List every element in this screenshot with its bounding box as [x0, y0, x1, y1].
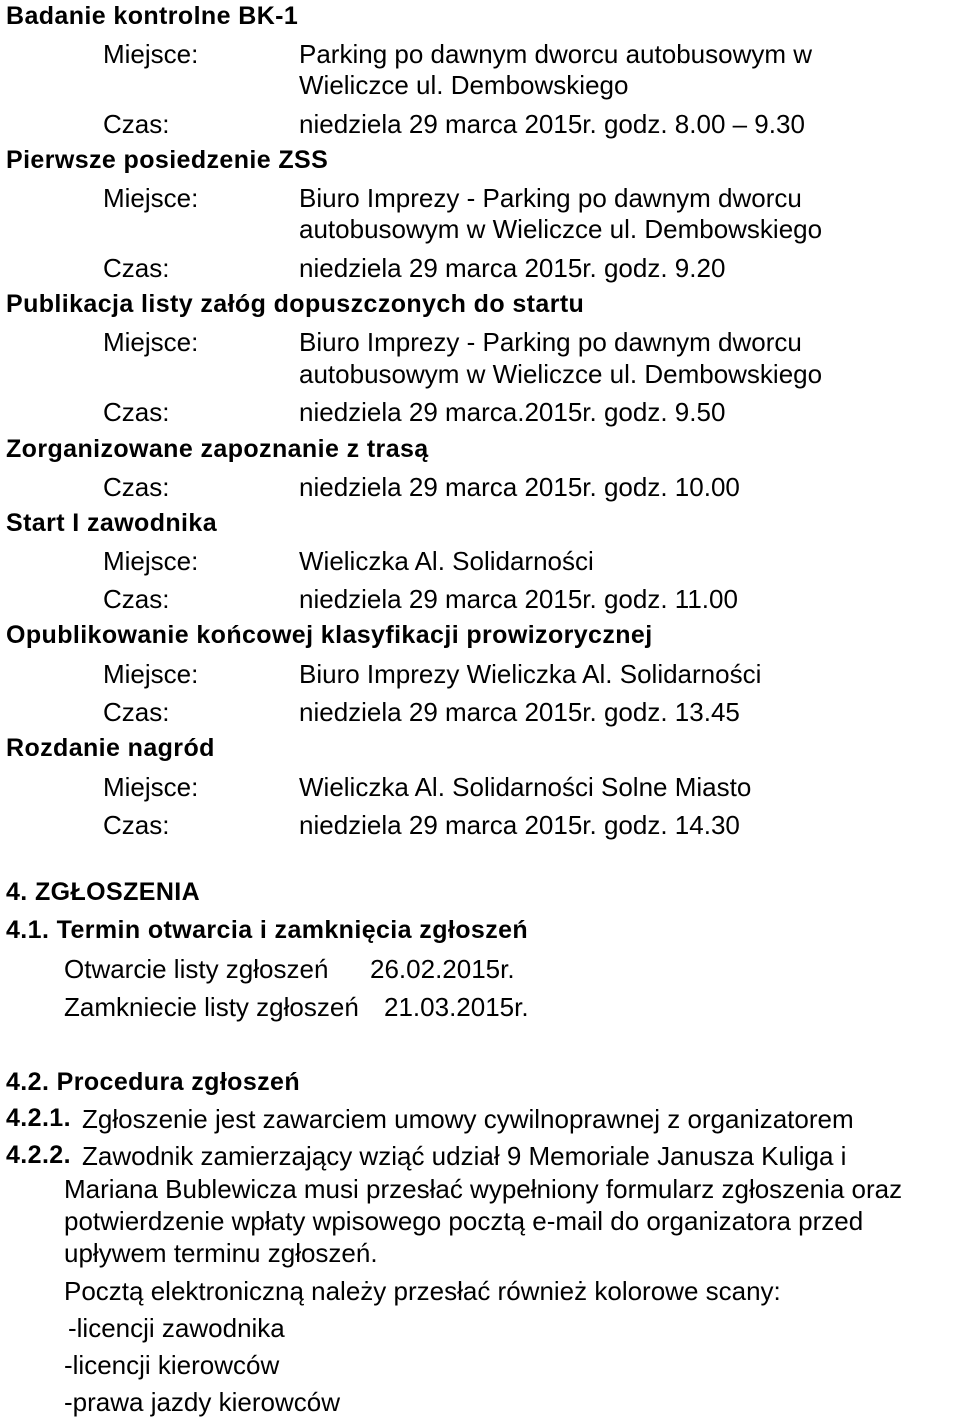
paragraph-text: Zawodnik zamierzający wziąć udział 9 Memoriale Janusza Kuliga i — [82, 1141, 847, 1171]
paragraph-number: 4.2.1. — [6, 1104, 71, 1132]
time-label: Czas: — [103, 697, 170, 727]
paragraph-number: 4.2.2. — [6, 1141, 71, 1169]
event-title: Opublikowanie końcowej klasyfikacji prowizorycznej — [6, 621, 653, 649]
place-label: Miejsce: — [103, 39, 199, 69]
event-title: Zorganizowane zapoznanie z trasą — [6, 435, 429, 463]
time-value: niedziela 29 marca 2015r. godz. 13.45 — [299, 697, 740, 727]
event-title: Start I zawodnika — [6, 509, 218, 537]
place-value: Parking po dawnym dworcu autobusowym w — [299, 39, 813, 69]
open-date: 26.02.2015r. — [370, 954, 515, 984]
event-title: Rozdanie nagród — [6, 734, 215, 762]
list-item: -licencji kierowców — [64, 1350, 280, 1380]
place-value: autobusowym w Wieliczce ul. Dembowskiego — [299, 214, 823, 244]
close-label: Zamkniecie listy zgłoszeń — [64, 992, 359, 1022]
time-value: niedziela 29 marca 2015r. godz. 11.00 — [299, 584, 738, 614]
paragraph-text: upływem terminu zgłoszeń. — [64, 1238, 378, 1268]
event-title: Badanie kontrolne BK-1 — [6, 2, 299, 30]
time-value: niedziela 29 marca 2015r. godz. 9.20 — [299, 253, 726, 283]
paragraph-text: Mariana Bublewicza musi przesłać wypełniony formularz zgłoszenia oraz — [64, 1174, 903, 1204]
time-label: Czas: — [103, 109, 170, 139]
subsection-heading: 4.1. Termin otwarcia i zamknięcia zgłoszeń — [6, 916, 529, 944]
time-label: Czas: — [103, 253, 170, 283]
place-value: Biuro Imprezy Wieliczka Al. Solidarności — [299, 659, 762, 689]
event-title: Pierwsze posiedzenie ZSS — [6, 146, 329, 174]
place-label: Miejsce: — [103, 659, 199, 689]
time-label: Czas: — [103, 472, 170, 502]
place-value: autobusowym w Wieliczce ul. Dembowskiego — [299, 359, 823, 389]
place-value: Wieliczce ul. Dembowskiego — [299, 70, 629, 100]
time-value: niedziela 29 marca 2015r. godz. 14.30 — [299, 810, 740, 840]
place-label: Miejsce: — [103, 772, 199, 802]
event-title: Publikacja listy załóg dopuszczonych do startu — [6, 290, 585, 318]
paragraph-text: potwierdzenie wpłaty wpisowego pocztą e-mail do organizatora przed — [64, 1206, 864, 1236]
place-value: Wieliczka Al. Solidarności Solne Miasto — [299, 772, 752, 802]
time-label: Czas: — [103, 810, 170, 840]
time-value: niedziela 29 marca.2015r. godz. 9.50 — [299, 397, 726, 427]
place-value: Biuro Imprezy - Parking po dawnym dworcu — [299, 327, 802, 357]
list-item: -prawa jazdy kierowców — [64, 1387, 340, 1417]
subsection-heading: 4.2. Procedura zgłoszeń — [6, 1068, 301, 1096]
time-value: niedziela 29 marca 2015r. godz. 10.00 — [299, 472, 740, 502]
time-label: Czas: — [103, 397, 170, 427]
time-value: niedziela 29 marca 2015r. godz. 8.00 – 9.30 — [299, 109, 805, 139]
place-label: Miejsce: — [103, 183, 199, 213]
paragraph-text: Zgłoszenie jest zawarciem umowy cywilnoprawnej z organizatorem — [82, 1104, 854, 1134]
close-date: 21.03.2015r. — [384, 992, 529, 1022]
section-heading: 4. ZGŁOSZENIA — [6, 878, 201, 906]
open-label: Otwarcie listy zgłoszeń — [64, 954, 329, 984]
place-label: Miejsce: — [103, 327, 199, 357]
time-label: Czas: — [103, 584, 170, 614]
email-note: Pocztą elektroniczną należy przesłać również kolorowe scany: — [64, 1276, 781, 1306]
place-value: Wieliczka Al. Solidarności — [299, 546, 594, 576]
list-item: -licencji zawodnika — [68, 1313, 285, 1343]
place-value: Biuro Imprezy - Parking po dawnym dworcu — [299, 183, 802, 213]
place-label: Miejsce: — [103, 546, 199, 576]
